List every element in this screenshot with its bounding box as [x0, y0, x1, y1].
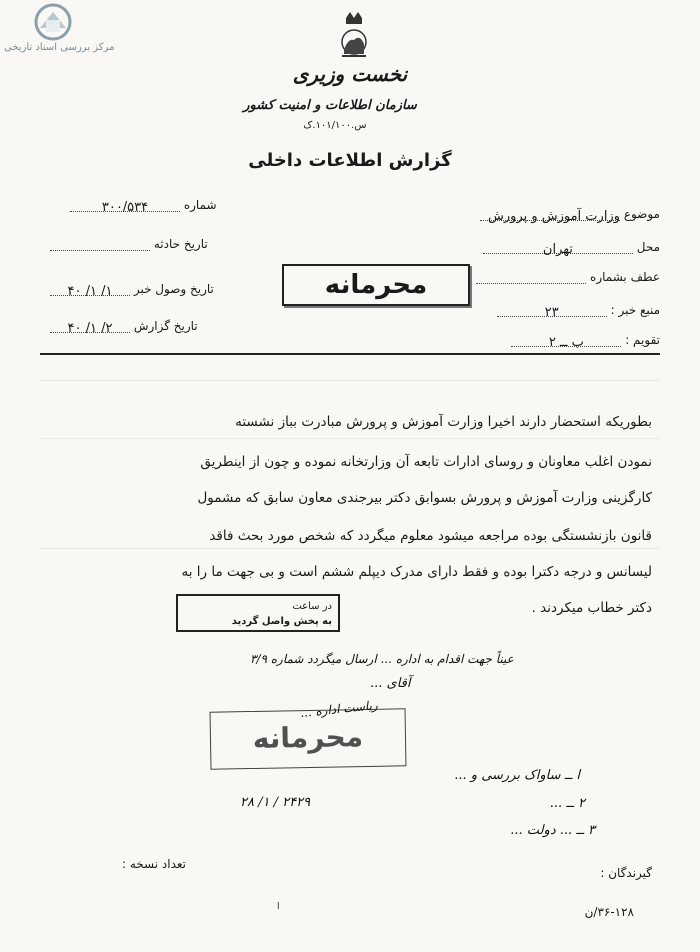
field-calendar [511, 333, 660, 350]
field-value: ۲۳ [497, 305, 607, 317]
field-label: تاریخ گزارش [133, 319, 198, 333]
field-receipt-date [50, 282, 214, 299]
distribution-item: ۳ ــ ... دولت ... [510, 823, 595, 838]
field-value [476, 272, 586, 284]
field-label: تقویم : [625, 333, 660, 347]
field-value: ب ــ ۲ [511, 335, 621, 347]
receipt-stamp-time: در ساعت [292, 601, 332, 612]
org-subtitle: سازمان اطلاعات و امنیت کشور [243, 98, 417, 113]
archive-emblem-icon [30, 2, 76, 42]
field-incident-date [50, 237, 208, 251]
field-label: تاریخ وصول خبر [133, 282, 214, 296]
body-line: قانون بازنشستگی بوده مراجعه میشود معلوم میگردد که شخص مورد بحث فاقد [209, 528, 652, 544]
archive-name: مرکز بررسی اسناد تاریخی [4, 42, 115, 53]
lion-and-sun-crown-emblem [334, 10, 374, 62]
body-line: نمودن اغلب معاونان و روسای ادارات تابعه آن وزارتخانه نموده و چون از اینطریق [200, 454, 652, 470]
org-code: س.۱۰۱/۱۰۰.ک [303, 120, 367, 131]
bleed-line [40, 548, 660, 557]
field-label: عطف بشماره [590, 270, 660, 284]
field-source [497, 303, 660, 320]
field-report-date [50, 319, 198, 336]
field-label: شماره [183, 198, 217, 212]
field-location [483, 240, 660, 257]
field-value [50, 239, 150, 251]
field-label: منبع خبر : [610, 303, 660, 317]
handwritten-signature: آقای ... [370, 676, 411, 691]
org-title: نخست وزیری [292, 62, 408, 86]
field-reference [476, 270, 660, 284]
body-line: کارگزینی وزارت آموزش و پرورش بسوابق دکتر بیرجندی معاون سابق که مشمول [197, 490, 652, 506]
field-value: تهران [483, 242, 633, 254]
body-line: دکتر خطاب میکردند . [531, 600, 652, 616]
receipt-stamp-status: به پخش واصل گردید [231, 616, 332, 627]
handwritten-signature: ریاست اداره ... [299, 697, 379, 721]
confidential-stamp: محرمانه [282, 264, 470, 306]
page-marker: ا [277, 902, 280, 912]
confidential-stamp: محرمانه [210, 708, 407, 769]
bleed-line [40, 380, 660, 389]
field-value: وزارت آموزش و پرورش [480, 209, 620, 221]
field-value: ۱/ ۱/ ۴۰ [50, 284, 130, 296]
copies-label: تعداد نسخه : [122, 857, 187, 871]
body-line: بطوریکه استحضار دارند اخیرا وزارت آموزش و پرورش مبادرت بباز نشسته [235, 414, 652, 430]
recipients-label: گیرندگان : [600, 866, 652, 880]
handwritten-date: ۲۴۲۹ / ۱/ ۲۸ [240, 795, 311, 810]
field-label: محل [636, 240, 660, 254]
distribution-item: ا ــ ساواک بررسی و ... [454, 768, 580, 783]
receipt-stamp [176, 594, 340, 632]
divider [40, 353, 660, 355]
bleed-line [40, 438, 660, 447]
field-value: ۳۰۰/۵۳۴ [70, 200, 180, 212]
field-number [70, 198, 217, 215]
form-code: ۳۶-۱۲۸/ن [584, 905, 634, 919]
body-line: لیسانس و درجه دکترا بوده و فقط دارای مدرک دیپلم ششم است و بی جهت ما را به [181, 564, 652, 580]
distribution-item: ۲ ــ ... [549, 796, 585, 811]
handwritten-note: عیناً جهت اقدام به اداره ... ارسال میگردد شماره ۳/۹ [250, 652, 514, 666]
field-subject [480, 207, 660, 224]
field-label: موضوع [623, 207, 660, 221]
field-value: ۲/ ۱/ ۴۰ [50, 321, 130, 333]
field-label: تاریخ حادثه [153, 237, 208, 251]
report-title: گزارش اطلاعات داخلی [248, 150, 452, 171]
